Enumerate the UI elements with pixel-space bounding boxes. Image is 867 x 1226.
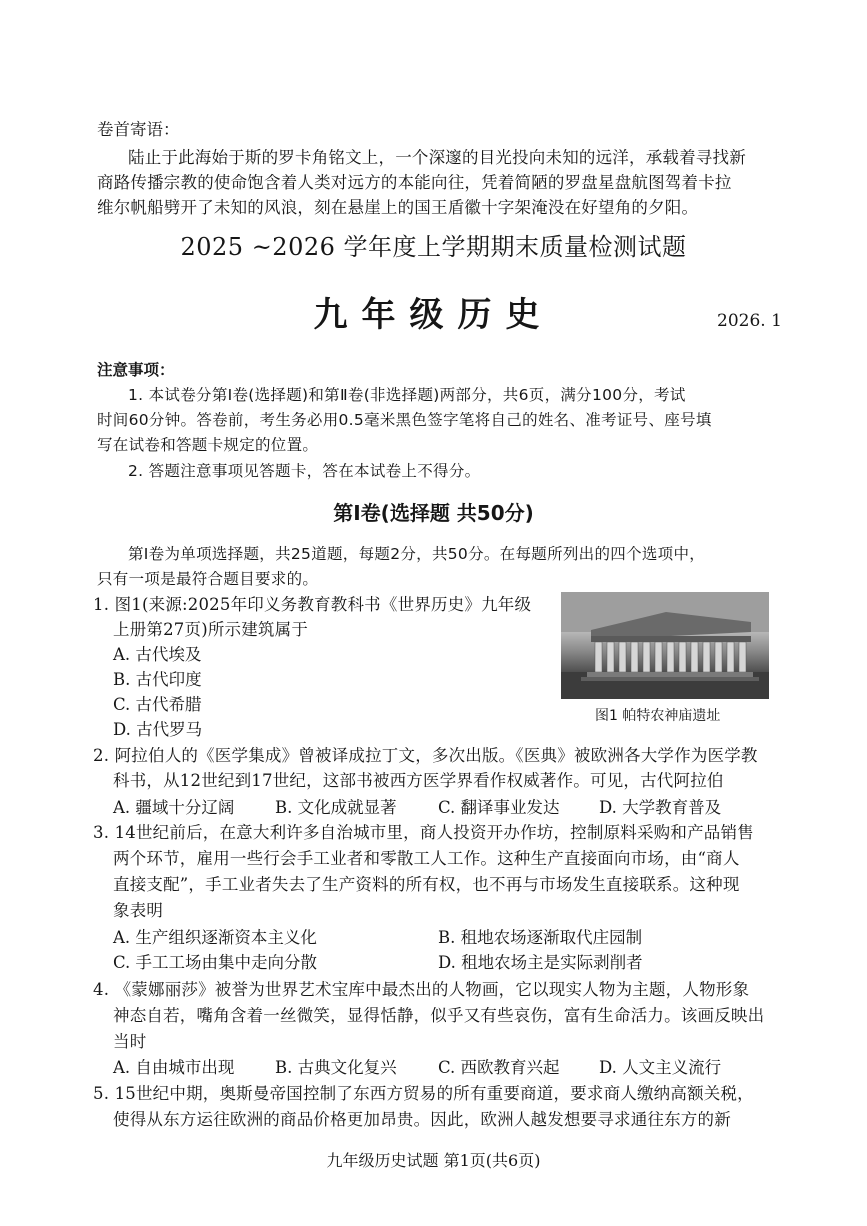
page-footer: 九年级历史试题 第1页(共6页): [326, 1151, 541, 1170]
question-1-option: B. 古代印度: [113, 670, 202, 689]
question-2-stem: 科书，从12世纪到17世纪，这部书被西方医学界看作权威著作。可见，古代阿拉伯: [113, 771, 724, 790]
question-2-option: A. 疆域十分辽阔: [113, 798, 235, 817]
notice-line: 写在试卷和答题卡规定的位置。: [97, 436, 319, 454]
question-1-stem: 1. 图1(来源:2025年印义务教育教科书《世界历史》九年级: [93, 595, 532, 614]
question-2-stem: 2. 阿拉伯人的《医学集成》曾被译成拉丁文，多次出版。《医典》被欧洲各大学作为医学教: [93, 746, 758, 765]
exam-date: 2026. 1: [717, 311, 782, 331]
parthenon-illustration: [561, 592, 769, 699]
question-3-stem: 3. 14世纪前后，在意大利许多自治城市里，商人投资开办作坊，控制原料采购和产品销售: [93, 823, 754, 842]
question-1-option: D. 古代罗马: [113, 720, 203, 739]
question-3-option: D. 租地农场主是实际剥削者: [438, 953, 643, 972]
question-4-option: A. 自由城市出现: [113, 1058, 235, 1077]
question-2-option: C. 翻译事业发达: [438, 798, 560, 817]
question-4-option: B. 古典文化复兴: [275, 1058, 397, 1077]
question-4-option: D. 人文主义流行: [599, 1058, 722, 1077]
question-3-stem: 象表明: [113, 901, 164, 920]
question-1-option: A. 古代埃及: [113, 645, 202, 664]
notice-line: 2. 答题注意事项见答题卡，答在本试卷上不得分。: [128, 462, 481, 480]
question-4-stem: 4. 《蒙娜丽莎》被誉为世界艺术宝库中最杰出的人物画，它以现实人物为主题，人物形象: [93, 980, 750, 999]
question-5-stem: 使得从东方运往欧洲的商品价格更加昂贵。因此，欧洲人越发想要寻求通往东方的新: [113, 1110, 731, 1129]
question-1-option: C. 古代希腊: [113, 695, 202, 714]
notice-heading: 注意事项：: [97, 361, 175, 379]
question-3-option: A. 生产组织逐渐资本主义化: [113, 928, 317, 947]
question-3-stem: 直接支配”，手工业者失去了生产资料的所有权，也不再与市场发生直接联系。这种现: [113, 875, 740, 894]
question-5-stem: 5. 15世纪中期，奥斯曼帝国控制了东西方贸易的所有重要商道，要求商人缴纳高额关税，: [93, 1084, 754, 1103]
notice-line: 时间60分钟。答卷前，考生务必用0.5毫米黑色签字笔将自己的姓名、准考证号、座号填: [97, 411, 712, 429]
question-3-stem: 两个环节，雇用一些行会手工业者和零散工人工作。这种生产直接面向市场，由“商人: [113, 849, 740, 868]
question-3-option: C. 手工工场由集中走向分散: [113, 953, 318, 972]
intro-line: 陆止于此海始于斯的罗卡角铭文上，一个深邃的目光投向未知的远洋，承载着寻找新: [128, 148, 746, 167]
notice-line: 1. 本试卷分第Ⅰ卷(选择题)和第Ⅱ卷(非选择题)两部分，共6页，满分100分，考试: [128, 386, 686, 404]
question-4-option: C. 西欧教育兴起: [438, 1058, 560, 1077]
subject-title: 九年级历史: [313, 295, 554, 335]
parthenon-photo: [561, 592, 769, 699]
question-1-stem: 上册第27页)所示建筑属于: [113, 620, 309, 639]
question-4-stem: 当时: [113, 1032, 147, 1051]
part1-intro: 第Ⅰ卷为单项选择题，共25道题，每题2分，共50分。在每题所列出的四个选项中，: [128, 545, 706, 563]
question-2-option: D. 大学教育普及: [599, 798, 722, 817]
figure-caption: 图1 帕特农神庙遗址: [595, 708, 721, 724]
question-4-stem: 神态自若，嘴角含着一丝微笑，显得恬静，似乎又有些哀伤，富有生命活力。该画反映出: [113, 1006, 765, 1025]
question-2-option: B. 文化成就显著: [275, 798, 397, 817]
intro-title: 卷首寄语：: [97, 120, 180, 139]
question-3-option: B. 租地农场逐渐取代庄园制: [438, 928, 643, 947]
exam-title: 2025 ~2026 学年度上学期期末质量检测试题: [180, 233, 687, 261]
part1-intro: 只有一项是最符合题目要求的。: [97, 570, 319, 588]
intro-line: 商路传播宗教的使命饱含着人类对远方的本能向往，凭着简陋的罗盘星盘航图驾着卡拉: [97, 173, 732, 192]
intro-line: 维尔帆船劈开了未知的风浪，刻在悬崖上的国王盾徽十字架淹没在好望角的夕阳。: [97, 198, 699, 217]
part1-title: 第Ⅰ卷(选择题 共50分): [333, 501, 534, 525]
